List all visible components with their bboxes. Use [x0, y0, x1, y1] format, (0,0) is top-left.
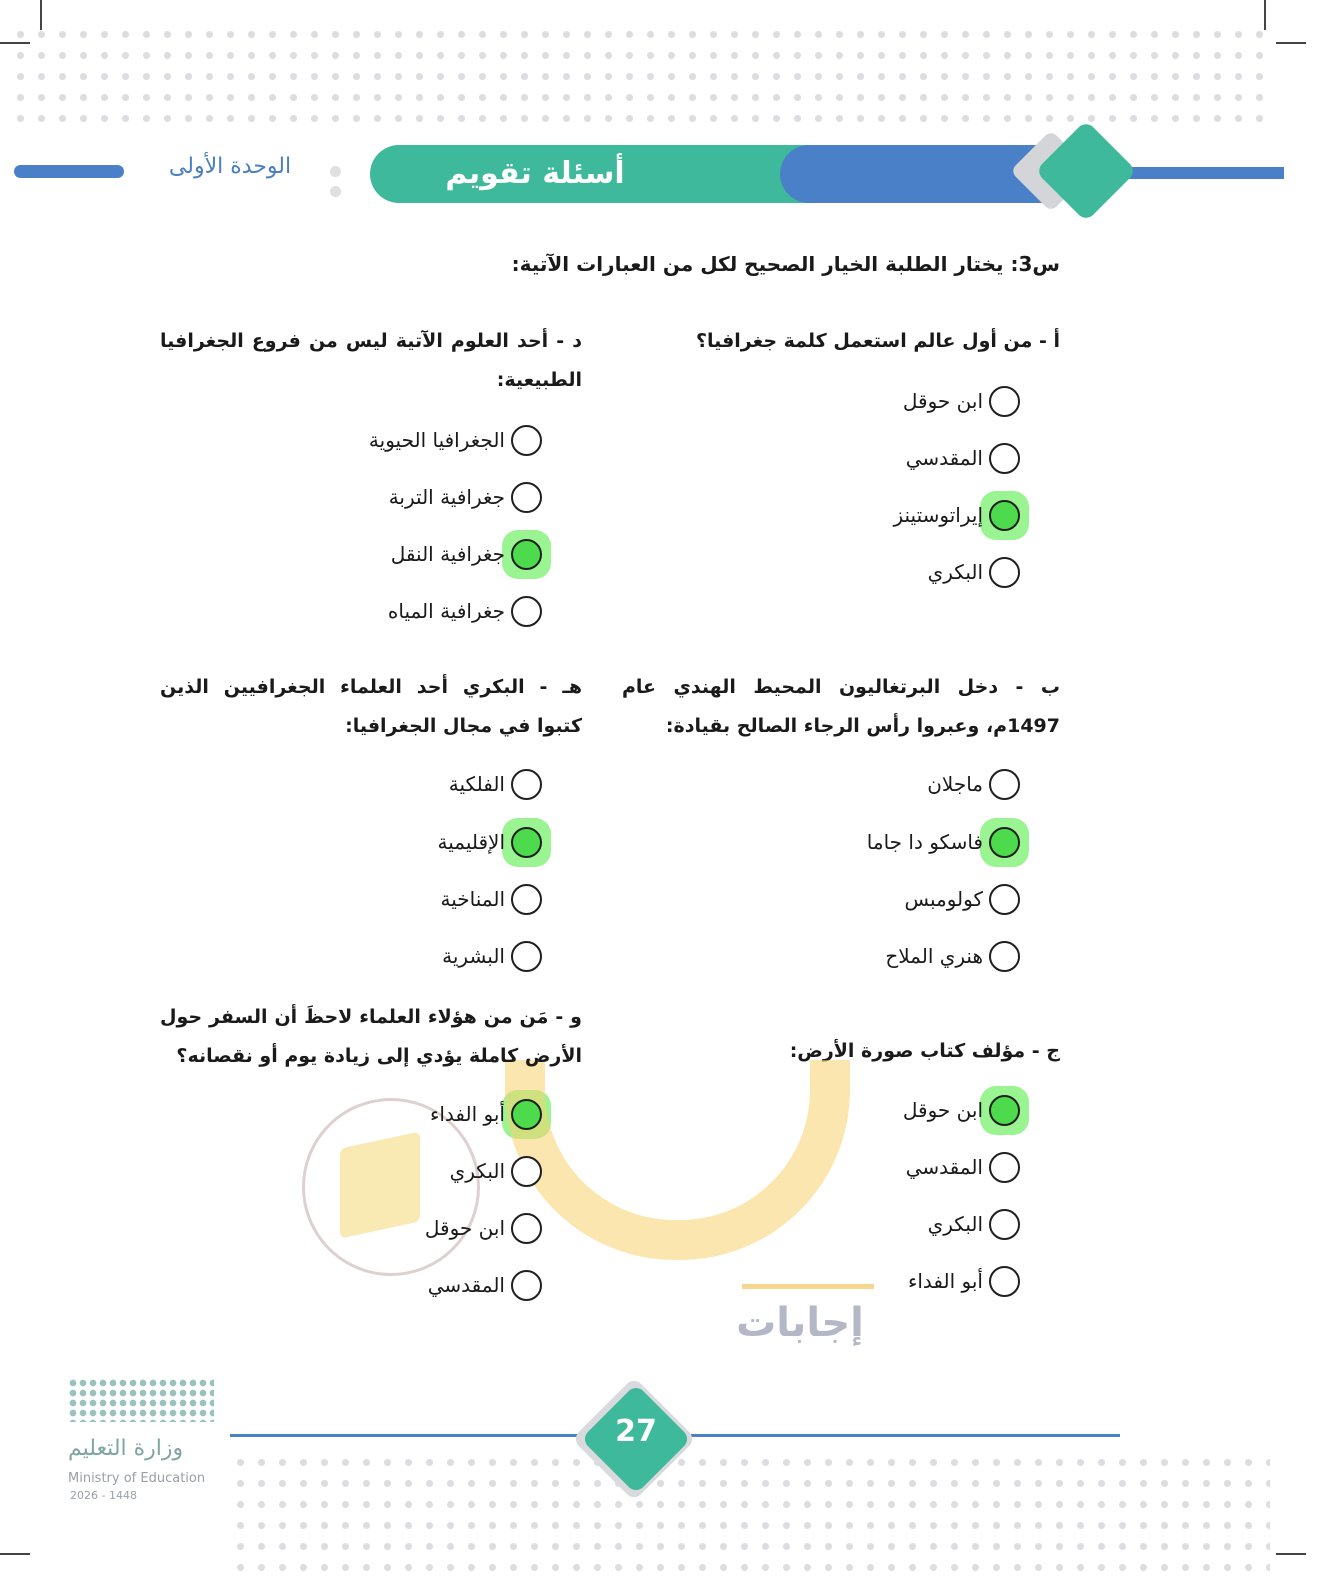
option-a-4[interactable] [928, 552, 1020, 592]
page-number: 27 [615, 1414, 657, 1449]
question-e: هـ - البكري أحد العلماء الجغرافيين الذين كتبوا في مجال الجغرافيا: [160, 676, 582, 737]
option-label: جغرافية التربة [388, 485, 505, 509]
radio-selected-icon[interactable] [989, 500, 1020, 531]
radio-selected-icon[interactable] [989, 827, 1020, 858]
crop-mark [1264, 0, 1266, 30]
radio-selected-icon[interactable] [511, 827, 542, 858]
watermark-underline [742, 1284, 874, 1289]
radio-circle-icon[interactable] [989, 557, 1020, 588]
option-d-3[interactable] [391, 534, 542, 574]
option-label: البشرية [442, 944, 505, 968]
question-d: د - أحد العلوم الآتية ليس من فروع الجغرافيا الطبيعية: [160, 330, 582, 391]
radio-circle-icon[interactable] [511, 1213, 542, 1244]
option-c-4[interactable] [908, 1261, 1020, 1301]
option-d-4[interactable] [388, 591, 542, 631]
radio-circle-icon[interactable] [989, 1266, 1020, 1297]
option-label: الفلكية [448, 772, 505, 796]
option-c-3[interactable] [928, 1204, 1020, 1244]
ministry-logo-icon [68, 1378, 214, 1422]
header-dot [330, 186, 341, 197]
crop-mark [1276, 42, 1306, 44]
option-label: المقدسي [427, 1273, 505, 1297]
radio-circle-icon[interactable] [989, 1209, 1020, 1240]
option-label: البكري [449, 1159, 505, 1183]
option-f-2[interactable] [450, 1151, 542, 1191]
ministry-name-en: Ministry of Education [68, 1471, 206, 1486]
option-e-4[interactable] [442, 936, 542, 976]
radio-circle-icon[interactable] [989, 386, 1020, 417]
header-band-left [14, 165, 124, 178]
option-d-1[interactable] [369, 420, 542, 460]
unit-title: الوحدة الأولى [168, 154, 292, 179]
radio-circle-icon[interactable] [989, 1152, 1020, 1183]
option-c-1[interactable] [903, 1090, 1020, 1130]
instruction-text: س3: يختار الطلبة الخيار الصحيح لكل من العبارات الآتية: [511, 252, 1060, 276]
radio-circle-icon[interactable] [989, 443, 1020, 474]
option-label: المقدسي [905, 1155, 983, 1179]
option-label: المقدسي [905, 446, 983, 470]
option-a-1[interactable] [903, 381, 1020, 421]
dot-texture-bottom [230, 1452, 1270, 1572]
watermark-book-icon [340, 1131, 420, 1238]
option-b-2[interactable] [867, 822, 1020, 862]
option-label: البكري [927, 1212, 983, 1236]
option-label: الجغرافيا الحيوية [368, 428, 505, 452]
option-label: المناخية [440, 887, 505, 911]
option-b-1[interactable] [927, 764, 1020, 804]
option-label: فاسكو دا جاما [866, 830, 983, 854]
radio-circle-icon[interactable] [989, 884, 1020, 915]
option-f-4[interactable] [428, 1265, 542, 1305]
option-e-3[interactable] [441, 879, 542, 919]
option-label: أبو الفداء [907, 1269, 983, 1293]
question-f: و - مَن من هؤلاء العلماء لاحظَ أن السفر حول الأرض كاملة يؤدي إلى زيادة يوم أو نقصانه؟ [160, 1006, 582, 1067]
edition-year: 2026 - 1448 [70, 1489, 137, 1502]
option-label: كولومبس [904, 887, 983, 911]
radio-circle-icon[interactable] [511, 941, 542, 972]
question-a: أ - من أول عالم استعمل كلمة جغرافيا؟ [695, 330, 1060, 352]
option-b-4[interactable] [885, 936, 1020, 976]
radio-circle-icon[interactable] [511, 884, 542, 915]
radio-selected-icon[interactable] [511, 1099, 542, 1130]
option-e-1[interactable] [449, 764, 542, 804]
radio-circle-icon[interactable] [989, 769, 1020, 800]
option-label: إيراتوستينز [893, 503, 983, 527]
option-a-3[interactable] [893, 495, 1020, 535]
option-label: ابن حوقل [902, 389, 983, 413]
radio-circle-icon[interactable] [511, 482, 542, 513]
option-label: ابن حوقل [902, 1098, 983, 1122]
radio-circle-icon[interactable] [989, 941, 1020, 972]
header-dot [330, 166, 341, 177]
radio-selected-icon[interactable] [511, 539, 542, 570]
option-label: ابن حوقل [424, 1216, 505, 1240]
crop-mark [0, 42, 30, 44]
option-label: ماجلان [927, 772, 983, 796]
option-label: جغرافية المياه [387, 599, 505, 623]
option-label: أبو الفداء [429, 1102, 505, 1126]
option-b-3[interactable] [904, 879, 1020, 919]
option-f-3[interactable] [425, 1208, 542, 1248]
watermark-label: إجابات [736, 1300, 864, 1346]
radio-circle-icon[interactable] [511, 596, 542, 627]
radio-circle-icon[interactable] [511, 769, 542, 800]
crop-mark [0, 1553, 30, 1555]
option-label: الإقليمية [437, 830, 505, 854]
option-label: هنري الملاح [885, 944, 983, 968]
crop-mark [40, 0, 42, 30]
radio-circle-icon[interactable] [511, 1156, 542, 1187]
radio-circle-icon[interactable] [511, 1270, 542, 1301]
section-title: أسئلة تقويم [445, 156, 625, 191]
option-e-2[interactable] [438, 822, 543, 862]
radio-circle-icon[interactable] [511, 425, 542, 456]
ministry-name-ar: وزارة التعليم [68, 1436, 184, 1461]
option-label: جغرافية النقل [390, 542, 505, 566]
radio-selected-icon[interactable] [989, 1095, 1020, 1126]
option-label: البكري [927, 560, 983, 584]
option-f-1[interactable] [430, 1094, 542, 1134]
dot-texture-top [10, 24, 1270, 134]
option-c-2[interactable] [906, 1147, 1020, 1187]
option-a-2[interactable] [906, 438, 1020, 478]
header-band-right [1120, 167, 1284, 179]
question-c: ج - مؤلف كتاب صورة الأرض: [789, 1040, 1060, 1062]
watermark-logo-shape [505, 1060, 850, 1260]
question-b: ب - دخل البرتغاليون المحيط الهندي عام 1497م، وعبروا رأس الرجاء الصالح بقيادة: [622, 676, 1060, 737]
option-d-2[interactable] [389, 477, 542, 517]
crop-mark [1276, 1553, 1306, 1555]
